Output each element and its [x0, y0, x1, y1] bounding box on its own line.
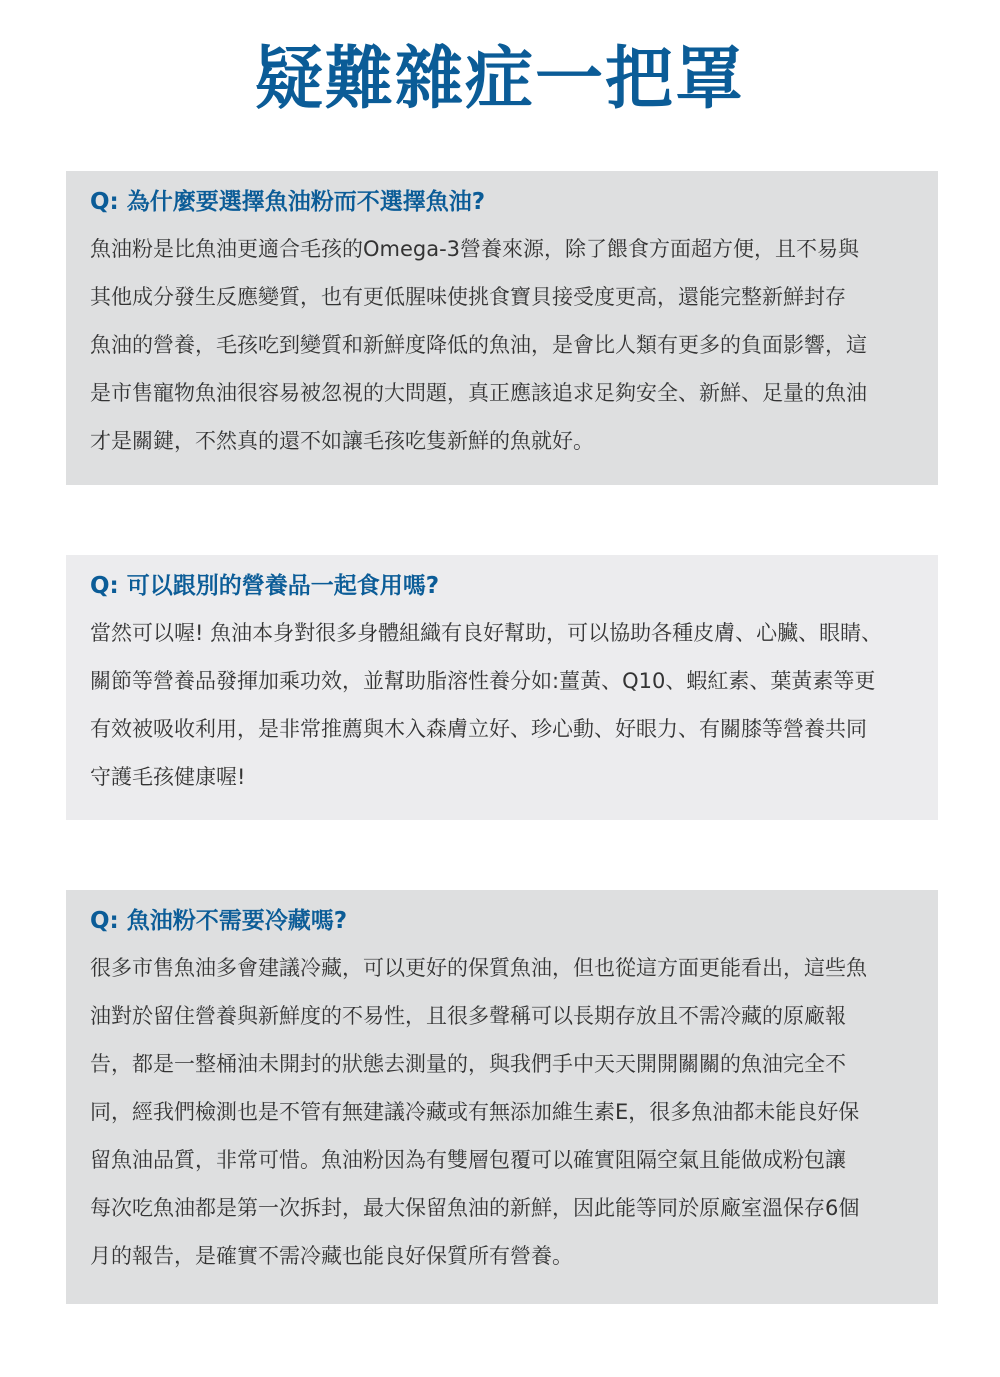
faq-answer-line: 其他成分發生反應變質，也有更低腥味使挑食寶貝接受度更高，還能完整新鮮封存: [90, 285, 846, 309]
faq-answer-line: 魚油粉是比魚油更適合毛孩的Omega-3營養來源，除了餵食方面超方便，且不易與: [90, 237, 860, 261]
faq-question: Q: 為什麼要選擇魚油粉而不選擇魚油?: [90, 189, 486, 215]
faq-answer-line: 魚油的營養，毛孩吃到變質和新鮮度降低的魚油，是會比人類有更多的負面影響，這: [90, 333, 867, 357]
faq-question: Q: 可以跟別的營養品一起食用嗎?: [90, 573, 440, 599]
faq-answer-line: 每次吃魚油都是第一次拆封，最大保留魚油的新鮮，因此能等同於原廠室溫保存6個: [90, 1196, 860, 1220]
faq-answer: [90, 944, 916, 1280]
faq-card-refrigeration: [66, 890, 938, 1304]
faq-answer-line: 守護毛孩健康喔!: [90, 765, 246, 789]
faq-answer-line: 告，都是一整桶油未開封的狀態去測量的，與我們手中天天開開關關的魚油完全不: [90, 1052, 846, 1076]
faq-answer-line: 是市售寵物魚油很容易被忽視的大問題，真正應該追求足夠安全、新鮮、足量的魚油: [90, 381, 867, 405]
faq-answer-line: 留魚油品質，非常可惜。魚油粉因為有雙層包覆可以確實阻隔空氣且能做成粉包讓: [90, 1148, 846, 1172]
faq-card-fish-oil-powder-vs-oil: [66, 171, 938, 485]
faq-answer-line: 當然可以喔! 魚油本身對很多身體組織有良好幫助，可以協助各種皮膚、心臟、眼睛、: [90, 621, 883, 645]
page-title: 疑難雜症一把罩: [254, 40, 745, 119]
faq-answer-line: 關節等營養品發揮加乘功效，並幫助脂溶性養分如:薑黃、Q10、蝦紅素、葉黃素等更: [90, 669, 876, 693]
faq-answer-line: 有效被吸收利用，是非常推薦與木入森膚立好、珍心動、好眼力、有關膝等營養共同: [90, 717, 867, 741]
faq-answer-line: 才是關鍵，不然真的還不如讓毛孩吃隻新鮮的魚就好。: [90, 429, 594, 453]
faq-answer-line: 油對於留住營養與新鮮度的不易性，且很多聲稱可以長期存放且不需冷藏的原廠報: [90, 1004, 846, 1028]
faq-answer: [90, 609, 916, 801]
faq-answer-line: 月的報告，是確實不需冷藏也能良好保質所有營養。: [90, 1244, 573, 1268]
faq-question: Q: 魚油粉不需要冷藏嗎?: [90, 908, 348, 934]
faq-answer-line: 很多市售魚油多會建議冷藏，可以更好的保質魚油，但也從這方面更能看出，這些魚: [90, 956, 867, 980]
faq-answer: [90, 225, 916, 465]
faq-card-combine-supplements: [66, 555, 938, 820]
faq-answer-line: 同，經我們檢測也是不管有無建議冷藏或有無添加維生素E，很多魚油都未能良好保: [90, 1100, 860, 1124]
